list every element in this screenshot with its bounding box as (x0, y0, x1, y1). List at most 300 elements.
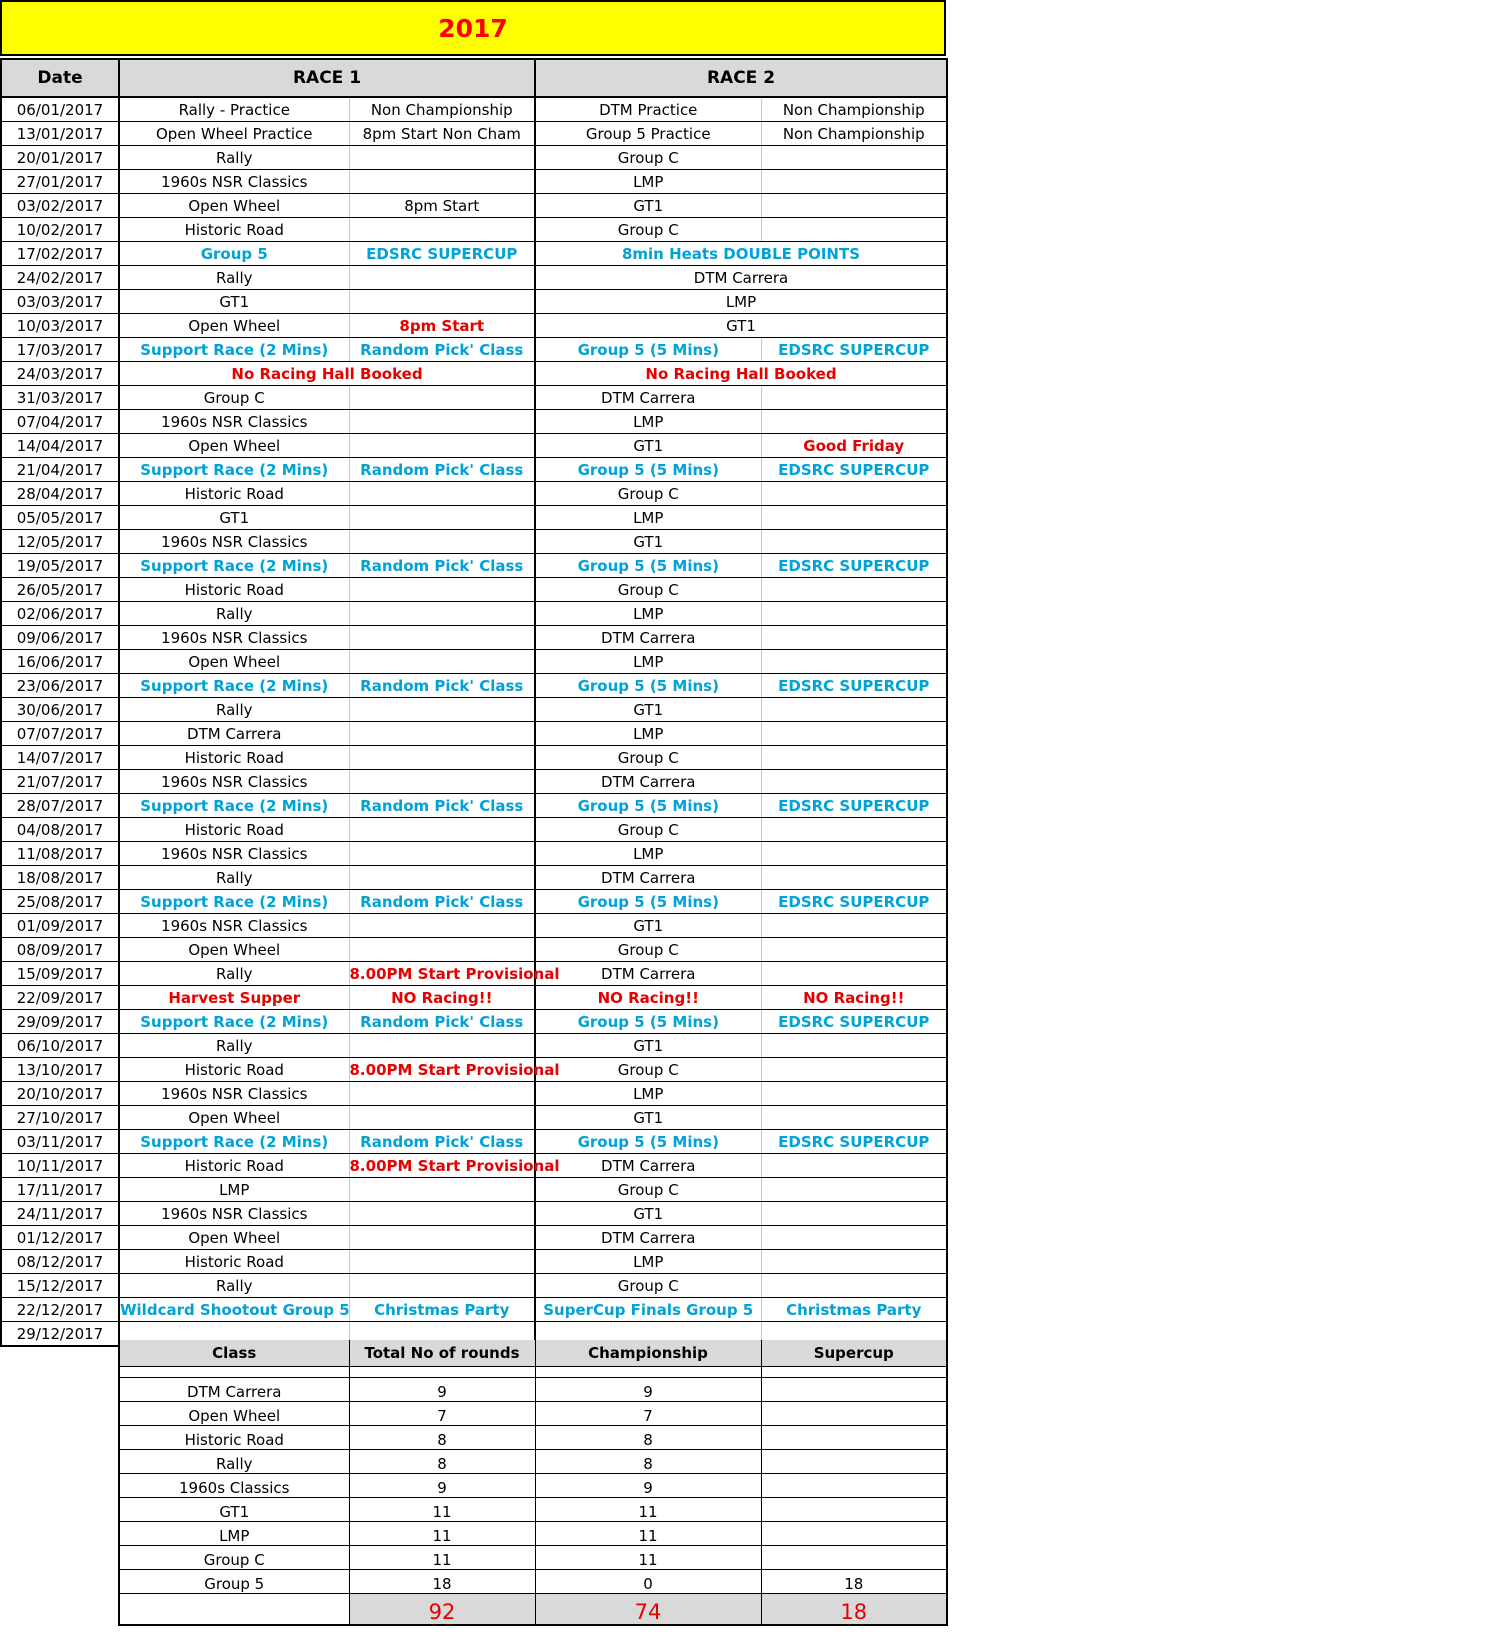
race1-class: Wildcard Shootout Group 5 (119, 1298, 349, 1322)
summary-row (119, 1474, 947, 1498)
summary-totals-row (119, 1594, 947, 1626)
race2-class: GT1 (535, 914, 761, 938)
total-rounds: 8 (349, 1450, 535, 1474)
schedule-row (1, 1082, 947, 1106)
race2-class: LMP (535, 842, 761, 866)
race2-class: Group 5 (5 Mins) (535, 674, 761, 698)
race1-class: Open Wheel (119, 1226, 349, 1250)
race2-note: Non Championship (761, 97, 947, 122)
spacer-cell (119, 1367, 349, 1378)
schedule-row (1, 650, 947, 674)
race1-note (349, 434, 535, 458)
race-date: 17/03/2017 (1, 338, 119, 362)
race-date: 23/06/2017 (1, 674, 119, 698)
race2-note: Non Championship (761, 122, 947, 146)
race-date: 25/08/2017 (1, 890, 119, 914)
schedule-row (1, 866, 947, 890)
schedule-row (1, 578, 947, 602)
race1-class: 1960s NSR Classics (119, 170, 349, 194)
race1-note: Random Pick' Class (349, 674, 535, 698)
race-date: 22/09/2017 (1, 986, 119, 1010)
race1-note (349, 170, 535, 194)
race-date: 12/05/2017 (1, 530, 119, 554)
summary-row (119, 1450, 947, 1474)
race2-class: GT1 (535, 1202, 761, 1226)
race1-class: Historic Road (119, 746, 349, 770)
race2-class: SuperCup Finals Group 5 (535, 1298, 761, 1322)
race1-note: Random Pick' Class (349, 794, 535, 818)
schedule-row (1, 97, 947, 122)
schedule-row (1, 1106, 947, 1130)
race2-note: Good Friday (761, 434, 947, 458)
championship-rounds: 7 (535, 1402, 761, 1426)
race2-note (761, 482, 947, 506)
schedule-row (1, 1250, 947, 1274)
race2-note (761, 170, 947, 194)
race-date: 07/04/2017 (1, 410, 119, 434)
race1-note (349, 914, 535, 938)
supercup-rounds (761, 1522, 947, 1546)
race-date: 15/09/2017 (1, 962, 119, 986)
race1-class: Harvest Supper (119, 986, 349, 1010)
race-date: 05/05/2017 (1, 506, 119, 530)
schedule-row (1, 914, 947, 938)
race2-class: GT1 (535, 434, 761, 458)
race-schedule-table (0, 58, 948, 1347)
spacer-cell (349, 1367, 535, 1378)
race-date: 22/12/2017 (1, 1298, 119, 1322)
schedule-row (1, 1130, 947, 1154)
race1-note (349, 218, 535, 242)
schedule-row (1, 506, 947, 530)
schedule-header-row (1, 59, 947, 97)
supercup-rounds: 18 (761, 1570, 947, 1594)
race2-class: DTM Carrera (535, 386, 761, 410)
race1-note: 8.00PM Start Provisional (349, 1058, 535, 1082)
race1-note (349, 410, 535, 434)
race1-note (349, 818, 535, 842)
race1-class: Open Wheel (119, 194, 349, 218)
race-date: 24/02/2017 (1, 266, 119, 290)
race-date: 10/11/2017 (1, 1154, 119, 1178)
schedule-row (1, 434, 947, 458)
supercup-rounds (761, 1474, 947, 1498)
schedule-row (1, 290, 947, 314)
summary-row (119, 1402, 947, 1426)
schedule-row (1, 1202, 947, 1226)
schedule-row (1, 890, 947, 914)
spacer-cell (535, 1367, 761, 1378)
race2-note: EDSRC SUPERCUP (761, 458, 947, 482)
schedule-row (1, 986, 947, 1010)
race1-class: Rally (119, 602, 349, 626)
race2-note (761, 746, 947, 770)
race-date: 29/12/2017 (1, 1322, 119, 1347)
race1-class: No Racing Hall Booked (119, 362, 535, 386)
schedule-row (1, 482, 947, 506)
championship-header: Championship (535, 1340, 761, 1367)
race2-class: DTM Carrera (535, 266, 947, 290)
race1-class: GT1 (119, 506, 349, 530)
total-rounds: 9 (349, 1474, 535, 1498)
race1-class: 1960s NSR Classics (119, 1082, 349, 1106)
race2-note: EDSRC SUPERCUP (761, 1130, 947, 1154)
race-date: 06/10/2017 (1, 1034, 119, 1058)
schedule-row (1, 794, 947, 818)
class-name: Rally (119, 1450, 349, 1474)
race2-note (761, 1250, 947, 1274)
schedule-row (1, 674, 947, 698)
schedule-row (1, 842, 947, 866)
class-name: Historic Road (119, 1426, 349, 1450)
race1-class: Historic Road (119, 578, 349, 602)
spacer-cell (761, 1367, 947, 1378)
championship-rounds: 8 (535, 1426, 761, 1450)
race2-note: EDSRC SUPERCUP (761, 890, 947, 914)
schedule-row (1, 1010, 947, 1034)
race2-class: Group 5 (5 Mins) (535, 338, 761, 362)
race-date: 19/05/2017 (1, 554, 119, 578)
race2-class: DTM Carrera (535, 866, 761, 890)
race2-note (761, 1226, 947, 1250)
summary-spacer-row (119, 1367, 947, 1378)
race2-class: Group 5 (5 Mins) (535, 794, 761, 818)
race1-note: 8pm Start Non Cham (349, 122, 535, 146)
schedule-row (1, 218, 947, 242)
race-date: 20/01/2017 (1, 146, 119, 170)
schedule-row (1, 770, 947, 794)
schedule-row (1, 818, 947, 842)
race2-header: RACE 2 (535, 59, 947, 97)
race2-note (761, 650, 947, 674)
race1-class: Open Wheel (119, 1106, 349, 1130)
race2-class: GT1 (535, 530, 761, 554)
total-rounds: 7 (349, 1402, 535, 1426)
race1-header: RACE 1 (119, 59, 535, 97)
race2-note (761, 818, 947, 842)
race-date: 24/11/2017 (1, 1202, 119, 1226)
race1-note: 8pm Start (349, 314, 535, 338)
race1-class: Historic Road (119, 818, 349, 842)
race2-class: GT1 (535, 314, 947, 338)
class-name: Open Wheel (119, 1402, 349, 1426)
summary-row (119, 1498, 947, 1522)
race2-class: GT1 (535, 1034, 761, 1058)
race1-class: 1960s NSR Classics (119, 410, 349, 434)
race1-class: Group 5 (119, 242, 349, 266)
race1-note (349, 842, 535, 866)
race1-note (349, 938, 535, 962)
race2-class: Group C (535, 218, 761, 242)
race-date: 08/09/2017 (1, 938, 119, 962)
schedule-row (1, 338, 947, 362)
race2-class: LMP (535, 722, 761, 746)
race1-class: LMP (119, 1178, 349, 1202)
total-rounds: 11 (349, 1522, 535, 1546)
schedule-row (1, 314, 947, 338)
race2-class: LMP (535, 506, 761, 530)
supercup-rounds (761, 1426, 947, 1450)
race2-note (761, 1202, 947, 1226)
championship-rounds: 8 (535, 1450, 761, 1474)
schedule-row (1, 938, 947, 962)
race2-class: LMP (535, 170, 761, 194)
race1-note (349, 770, 535, 794)
race1-class: Historic Road (119, 218, 349, 242)
race-date: 13/10/2017 (1, 1058, 119, 1082)
race2-class: NO Racing!! (535, 986, 761, 1010)
race1-class: Open Wheel (119, 650, 349, 674)
race1-class: Rally (119, 962, 349, 986)
schedule-row (1, 458, 947, 482)
race2-class: Group C (535, 578, 761, 602)
race1-note (349, 866, 535, 890)
race1-class: Group C (119, 386, 349, 410)
race2-class: LMP (535, 290, 947, 314)
race2-class: Group C (535, 1274, 761, 1298)
race2-note (761, 962, 947, 986)
race1-note (349, 602, 535, 626)
race2-class: Group 5 Practice (535, 122, 761, 146)
race2-note (761, 842, 947, 866)
race1-note (349, 146, 535, 170)
race2-note (761, 1178, 947, 1202)
race-date: 10/03/2017 (1, 314, 119, 338)
schedule-row (1, 194, 947, 218)
race-date: 03/02/2017 (1, 194, 119, 218)
race-date: 06/01/2017 (1, 97, 119, 122)
grand-total-rounds: 92 (349, 1594, 535, 1626)
grand-total-championship: 74 (535, 1594, 761, 1626)
race2-class: Group C (535, 1058, 761, 1082)
race-date: 18/08/2017 (1, 866, 119, 890)
race1-note (349, 1226, 535, 1250)
race1-note: Random Pick' Class (349, 890, 535, 914)
race1-class: Rally - Practice (119, 97, 349, 122)
race2-note (761, 1106, 947, 1130)
race-date: 27/10/2017 (1, 1106, 119, 1130)
race1-class: Historic Road (119, 1154, 349, 1178)
schedule-row (1, 626, 947, 650)
race2-class: DTM Carrera (535, 1154, 761, 1178)
race2-note (761, 386, 947, 410)
race1-class: Support Race (2 Mins) (119, 674, 349, 698)
schedule-row (1, 242, 947, 266)
race2-class: LMP (535, 1082, 761, 1106)
total-rounds: 18 (349, 1570, 535, 1594)
race-date: 15/12/2017 (1, 1274, 119, 1298)
race1-class: Open Wheel Practice (119, 122, 349, 146)
race2-note (761, 1058, 947, 1082)
race1-class: Historic Road (119, 482, 349, 506)
race2-class: LMP (535, 410, 761, 434)
race1-class: Rally (119, 266, 349, 290)
race2-class: DTM Carrera (535, 962, 761, 986)
race-date: 16/06/2017 (1, 650, 119, 674)
race2-class: Group 5 (5 Mins) (535, 1010, 761, 1034)
race2-note (761, 410, 947, 434)
race1-note: 8.00PM Start Provisional (349, 962, 535, 986)
schedule-row (1, 266, 947, 290)
race1-class: Support Race (2 Mins) (119, 458, 349, 482)
race2-note: NO Racing!! (761, 986, 947, 1010)
race1-note: 8.00PM Start Provisional (349, 1154, 535, 1178)
race1-note: NO Racing!! (349, 986, 535, 1010)
race-date: 21/07/2017 (1, 770, 119, 794)
race1-class: Historic Road (119, 1250, 349, 1274)
schedule-row (1, 698, 947, 722)
race-date: 14/04/2017 (1, 434, 119, 458)
race2-note (761, 218, 947, 242)
race-date: 03/03/2017 (1, 290, 119, 314)
schedule-row (1, 122, 947, 146)
race1-class: Support Race (2 Mins) (119, 338, 349, 362)
race2-class: GT1 (535, 194, 761, 218)
class-name: GT1 (119, 1498, 349, 1522)
championship-rounds: 9 (535, 1378, 761, 1402)
supercup-header: Supercup (761, 1340, 947, 1367)
race1-class: Open Wheel (119, 434, 349, 458)
summary-row (119, 1570, 947, 1594)
race1-class: Open Wheel (119, 938, 349, 962)
race2-note (761, 722, 947, 746)
race1-note: Random Pick' Class (349, 554, 535, 578)
race2-note: EDSRC SUPERCUP (761, 338, 947, 362)
supercup-rounds (761, 1498, 947, 1522)
race2-class: Group C (535, 482, 761, 506)
schedule-row (1, 410, 947, 434)
schedule-row (1, 746, 947, 770)
race2-note (761, 938, 947, 962)
race1-class: 1960s NSR Classics (119, 626, 349, 650)
race1-note (349, 1274, 535, 1298)
race1-note: EDSRC SUPERCUP (349, 242, 535, 266)
race-date: 17/11/2017 (1, 1178, 119, 1202)
race2-class: LMP (535, 650, 761, 674)
race-date: 04/08/2017 (1, 818, 119, 842)
supercup-rounds (761, 1402, 947, 1426)
race-date: 01/12/2017 (1, 1226, 119, 1250)
race1-note (349, 578, 535, 602)
race-date: 11/08/2017 (1, 842, 119, 866)
race1-note: Christmas Party (349, 1298, 535, 1322)
schedule-row (1, 1178, 947, 1202)
race-date: 28/07/2017 (1, 794, 119, 818)
race1-class: 1960s NSR Classics (119, 842, 349, 866)
schedule-row (1, 362, 947, 386)
race1-note (349, 266, 535, 290)
race1-note (349, 1202, 535, 1226)
race2-note: Christmas Party (761, 1298, 947, 1322)
summary-row (119, 1522, 947, 1546)
race-date: 13/01/2017 (1, 122, 119, 146)
schedule-row (1, 1274, 947, 1298)
race1-note (349, 530, 535, 554)
race1-class: Support Race (2 Mins) (119, 554, 349, 578)
class-name: Group C (119, 1546, 349, 1570)
total-rounds: 11 (349, 1546, 535, 1570)
race-date: 17/02/2017 (1, 242, 119, 266)
race2-note (761, 602, 947, 626)
schedule-row (1, 530, 947, 554)
race2-class: DTM Practice (535, 97, 761, 122)
race-date: 30/06/2017 (1, 698, 119, 722)
race2-note (761, 1082, 947, 1106)
race1-note: Non Championship (349, 97, 535, 122)
race1-class: Historic Road (119, 1058, 349, 1082)
supercup-rounds (761, 1546, 947, 1570)
race-date: 24/03/2017 (1, 362, 119, 386)
race-date: 08/12/2017 (1, 1250, 119, 1274)
race1-class: DTM Carrera (119, 722, 349, 746)
race2-class: No Racing Hall Booked (535, 362, 947, 386)
year-title-bar (0, 0, 946, 56)
class-name: 1960s Classics (119, 1474, 349, 1498)
race2-class: Group 5 (5 Mins) (535, 458, 761, 482)
race2-class: GT1 (535, 698, 761, 722)
race-date: 26/05/2017 (1, 578, 119, 602)
schedule-row (1, 386, 947, 410)
schedule-row (1, 1298, 947, 1322)
race1-note (349, 626, 535, 650)
race1-note (349, 1082, 535, 1106)
grand-total-supercup: 18 (761, 1594, 947, 1626)
schedule-row (1, 554, 947, 578)
race2-note (761, 866, 947, 890)
schedule-row (1, 1226, 947, 1250)
date-header: Date (1, 59, 119, 97)
schedule-row (1, 146, 947, 170)
race-date: 03/11/2017 (1, 1130, 119, 1154)
year-title: 2017 (438, 13, 508, 43)
race1-note: 8pm Start (349, 194, 535, 218)
race2-class: Group C (535, 146, 761, 170)
race1-note (349, 650, 535, 674)
race1-class: Rally (119, 698, 349, 722)
race-date: 21/04/2017 (1, 458, 119, 482)
race1-class: Support Race (2 Mins) (119, 794, 349, 818)
race2-note (761, 770, 947, 794)
race-date: 29/09/2017 (1, 1010, 119, 1034)
schedule-row (1, 962, 947, 986)
race-date: 20/10/2017 (1, 1082, 119, 1106)
race-date: 14/07/2017 (1, 746, 119, 770)
race2-class: Group 5 (5 Mins) (535, 554, 761, 578)
race2-class: 8min Heats DOUBLE POINTS (535, 242, 947, 266)
race1-note (349, 698, 535, 722)
championship-rounds: 9 (535, 1474, 761, 1498)
class-name: DTM Carrera (119, 1378, 349, 1402)
schedule-row (1, 1058, 947, 1082)
race2-note (761, 578, 947, 602)
race-date: 02/06/2017 (1, 602, 119, 626)
race2-class: DTM Carrera (535, 1226, 761, 1250)
summary-row (119, 1426, 947, 1450)
race2-note (761, 530, 947, 554)
race1-note: Random Pick' Class (349, 458, 535, 482)
summary-row (119, 1378, 947, 1402)
race1-note (349, 1250, 535, 1274)
race-date: 01/09/2017 (1, 914, 119, 938)
race1-class: Rally (119, 866, 349, 890)
race2-class: LMP (535, 602, 761, 626)
championship-rounds: 11 (535, 1498, 761, 1522)
summary-header-row (119, 1340, 947, 1367)
race1-class: Support Race (2 Mins) (119, 1130, 349, 1154)
race2-note (761, 1154, 947, 1178)
race1-class: 1960s NSR Classics (119, 770, 349, 794)
race1-note: Random Pick' Class (349, 338, 535, 362)
